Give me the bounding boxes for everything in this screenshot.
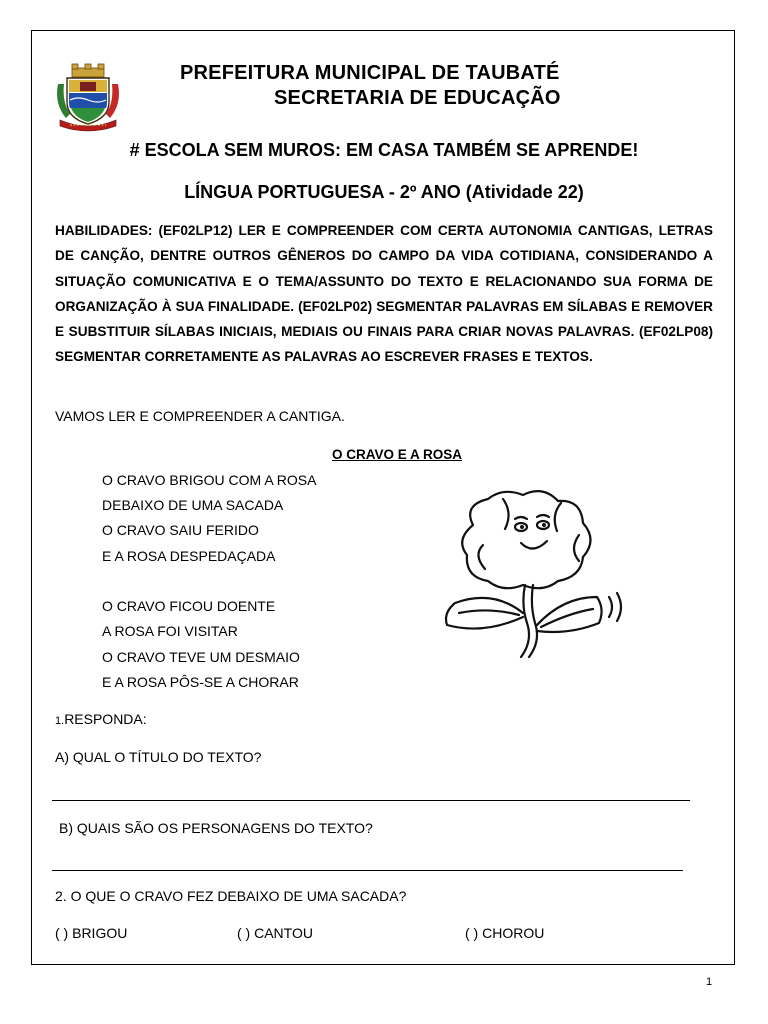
answer-line-1b[interactable]: [52, 870, 683, 871]
poem-verse: DEBAIXO DE UMA SACADA: [102, 497, 284, 513]
question-1-label: RESPONDA:: [64, 711, 147, 727]
rose-drawing-icon: [433, 485, 633, 660]
intro-text: VAMOS LER E COMPREENDER A CANTIGA.: [55, 408, 345, 424]
poem-verse: O CRAVO SAIU FERIDO: [102, 522, 259, 538]
subject-heading: LÍNGUA PORTUGUESA - 2º ANO (Atividade 22): [184, 182, 584, 202]
question-1: [55, 711, 147, 727]
poem-verse: O CRAVO BRIGOU COM A ROSA: [102, 472, 317, 488]
question-1-number: 1.: [55, 715, 65, 727]
poem-verse: E A ROSA DESPEDAÇADA: [102, 548, 276, 564]
page-number: 1: [706, 976, 713, 988]
option-brigou[interactable]: ( ) BRIGOU: [55, 925, 128, 941]
header-secretaria: SECRETARIA DE EDUCAÇÃO: [274, 87, 561, 109]
poem-verse: A ROSA FOI VISITAR: [102, 623, 238, 639]
question-1a: A) QUAL O TÍTULO DO TEXTO?: [55, 749, 262, 765]
poem-verse: O CRAVO FICOU DOENTE: [102, 598, 276, 614]
option-chorou[interactable]: ( ) CHOROU: [465, 925, 545, 941]
question-1b: B) QUAIS SÃO OS PERSONAGENS DO TEXTO?: [59, 820, 373, 836]
question-2: 2. O QUE O CRAVO FEZ DEBAIXO DE UMA SACADA?: [55, 888, 407, 904]
coat-of-arms-icon: [52, 62, 124, 132]
poem-title: O CRAVO E A ROSA: [332, 447, 463, 462]
header-prefeitura: PREFEITURA MUNICIPAL DE TAUBATÉ: [180, 62, 560, 84]
answer-line-1a[interactable]: [52, 800, 690, 801]
poem-verse: O CRAVO TEVE UM DESMAIO: [102, 649, 300, 665]
skills-paragraph: HABILIDADES: (EF02LP12) LER E COMPREENDER COM CERTA AUTONOMIA CANTIGAS, LETRAS DE CANÇÃO, DENTRE OUTROS GÊNEROS DO CAMPO DA VIDA COTIDIANA, CONSIDERANDO A SITUAÇÃO COMUNICATIVA E O TEMA/ASSUNTO DO TEXTO E RELACIONANDO SUA FORMA DE ORGANIZAÇÃO À SUA FINALIDADE. (EF02LP02) SEGMENTAR PALAVRAS EM SÍLABAS E REMOVER E SUBSTITUIR SÍLABAS INICIAIS, MEDIAIS OU FINAIS PARA CRIAR NOVAS PALAVRAS. (EF02LP08) SEGMENTAR CORRETAMENTE AS PALAVRAS AO ESCREVER FRASES E TEXTOS.: [55, 223, 713, 365]
option-cantou[interactable]: ( ) CANTOU: [237, 925, 313, 941]
poem-verse: E A ROSA PÔS-SE A CHORAR: [102, 674, 299, 690]
slogan-heading: # ESCOLA SEM MUROS: EM CASA TAMBÉM SE APRENDE!: [129, 140, 639, 160]
